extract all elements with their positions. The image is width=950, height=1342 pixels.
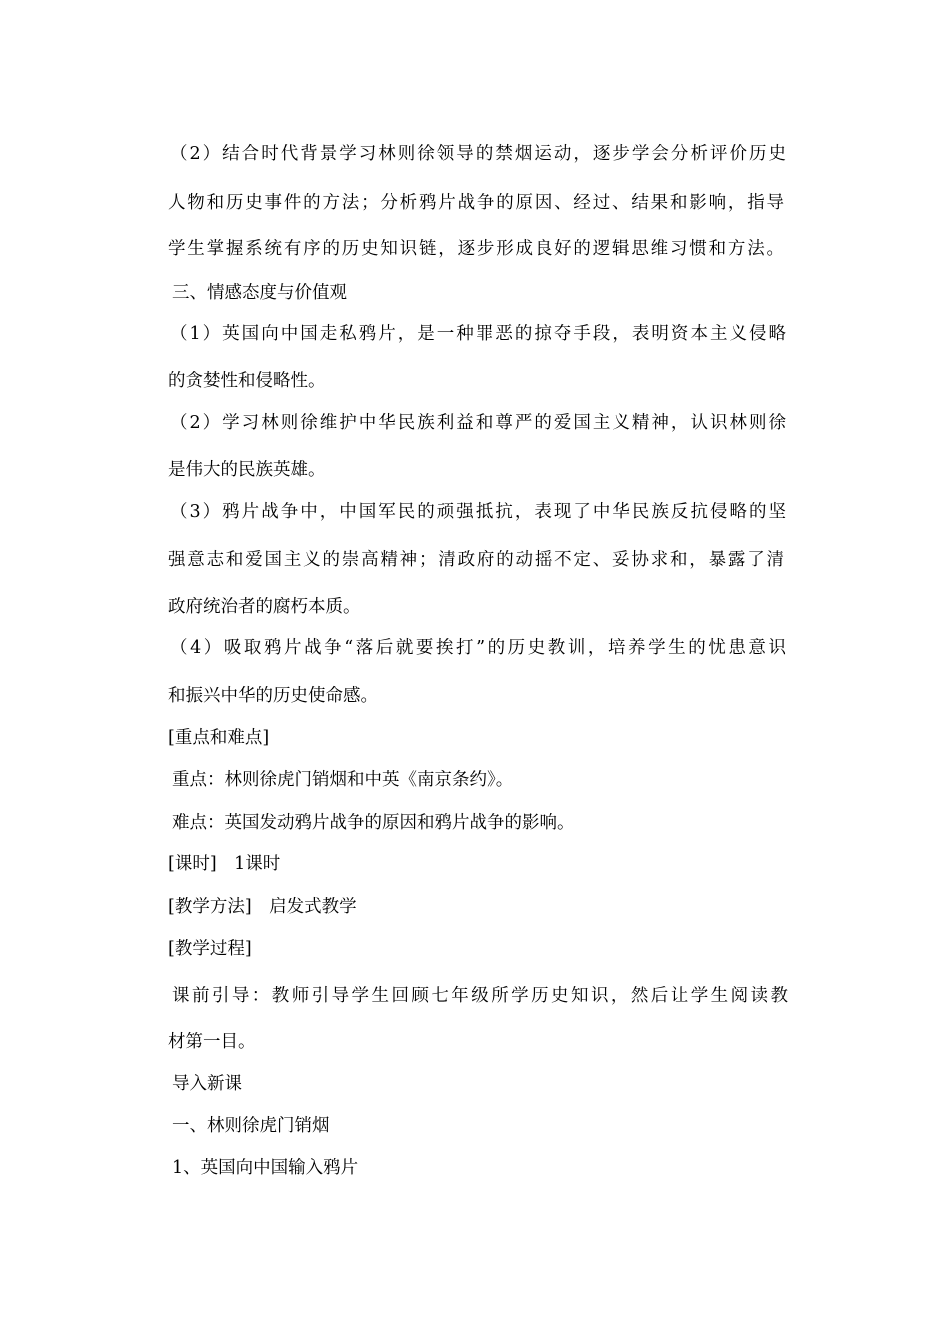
section-heading: 一、林则徐虎门销烟 bbox=[172, 1116, 330, 1136]
text-line: 是伟大的民族英雄。 bbox=[168, 460, 326, 480]
text-line: （4）吸取鸦片战争“落后就要挨打”的历史教训，培养学生的忧患意识 bbox=[170, 638, 786, 658]
text-line: 政府统治者的腐朽本质。 bbox=[168, 597, 361, 617]
text-line: （2）学习林则徐维护中华民族利益和尊严的爱国主义精神，认识林则徐 bbox=[170, 413, 786, 433]
section-heading: [教学过程] bbox=[168, 939, 252, 959]
text-line: 导入新课 bbox=[172, 1074, 242, 1094]
text-line: 难点：英国发动鸦片战争的原因和鸦片战争的影响。 bbox=[172, 813, 575, 833]
text-line: 材第一目。 bbox=[168, 1032, 256, 1052]
section-heading: 三、情感态度与价值观 bbox=[172, 283, 347, 303]
text-line: 的贪婪性和侵略性。 bbox=[168, 371, 326, 391]
text-line: （2）结合时代背景学习林则徐领导的禁烟运动，逐步学会分析评价历史 bbox=[170, 144, 786, 164]
text-line: （3）鸦片战争中，中国军民的顽强抵抗，表现了中华民族反抗侵略的坚 bbox=[170, 502, 786, 522]
text-line: 和振兴中华的历史使命感。 bbox=[168, 686, 378, 706]
text-line: 课前引导：教师引导学生回顾七年级所学历史知识，然后让学生阅读教 bbox=[172, 986, 788, 1006]
section-heading: [重点和难点] bbox=[168, 728, 270, 748]
section-heading: [教学方法] 启发式教学 bbox=[168, 897, 357, 917]
text-line: 人物和历史事件的方法；分析鸦片战争的原因、经过、结果和影响，指导 bbox=[168, 193, 784, 213]
text-line: 1、英国向中国输入鸦片 bbox=[172, 1158, 359, 1178]
section-heading: [课时] 1课时 bbox=[168, 854, 281, 874]
text-line: 重点：林则徐虎门销烟和中英《南京条约》。 bbox=[172, 770, 514, 790]
text-line: （1）英国向中国走私鸦片，是一种罪恶的掠夺手段，表明资本主义侵略 bbox=[170, 324, 786, 344]
text-line: 强意志和爱国主义的崇高精神；清政府的动摇不定、妥协求和，暴露了清 bbox=[168, 550, 784, 570]
text-line: 学生掌握系统有序的历史知识链，逐步形成良好的逻辑思维习惯和方法。 bbox=[168, 239, 784, 259]
